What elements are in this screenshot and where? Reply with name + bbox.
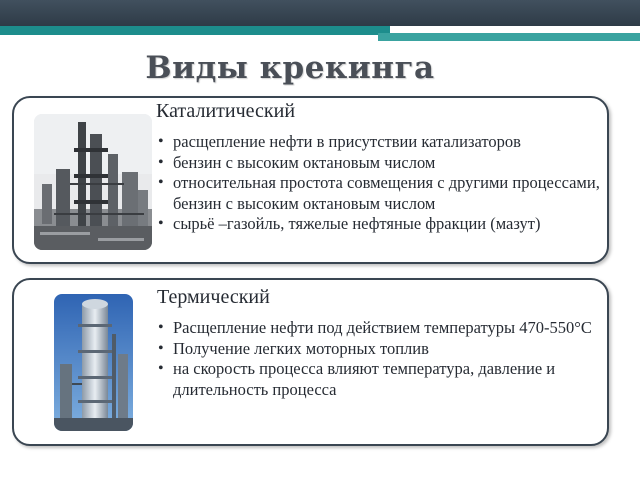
catalytic-cracking-plant-photo — [34, 114, 152, 250]
list-item: • Расщепление нефти под действием температуры 470-550°С — [156, 318, 606, 339]
accent-stripe — [0, 26, 390, 35]
thermal-bullet-list — [156, 318, 606, 400]
accent-stripe-right — [378, 33, 640, 41]
list-item: • относительная простота совмещения с другими процессами, бензин с высоким октановым числом — [156, 173, 606, 214]
distillation-column-photo — [54, 294, 133, 431]
list-item: • на скорость процесса влияют температура, давление и длительность процесса — [156, 359, 606, 400]
catalytic-card — [12, 96, 609, 264]
list-item: • Получение легких моторных топлив — [156, 339, 606, 360]
top-bar — [0, 0, 640, 26]
catalytic-card-title: Каталитический — [156, 100, 296, 122]
catalytic-bullet-list — [156, 132, 606, 235]
thermal-card — [12, 278, 609, 446]
list-item: • расщепление нефти в присутствии катализаторов — [156, 132, 606, 153]
slide-title: Виды крекинга — [145, 50, 435, 86]
list-item: • сырьё –газойль, тяжелые нефтяные фракции (мазут) — [156, 214, 606, 235]
list-item: • бензин с высоким октановым числом — [156, 153, 606, 174]
thermal-card-title: Термический — [157, 286, 270, 308]
